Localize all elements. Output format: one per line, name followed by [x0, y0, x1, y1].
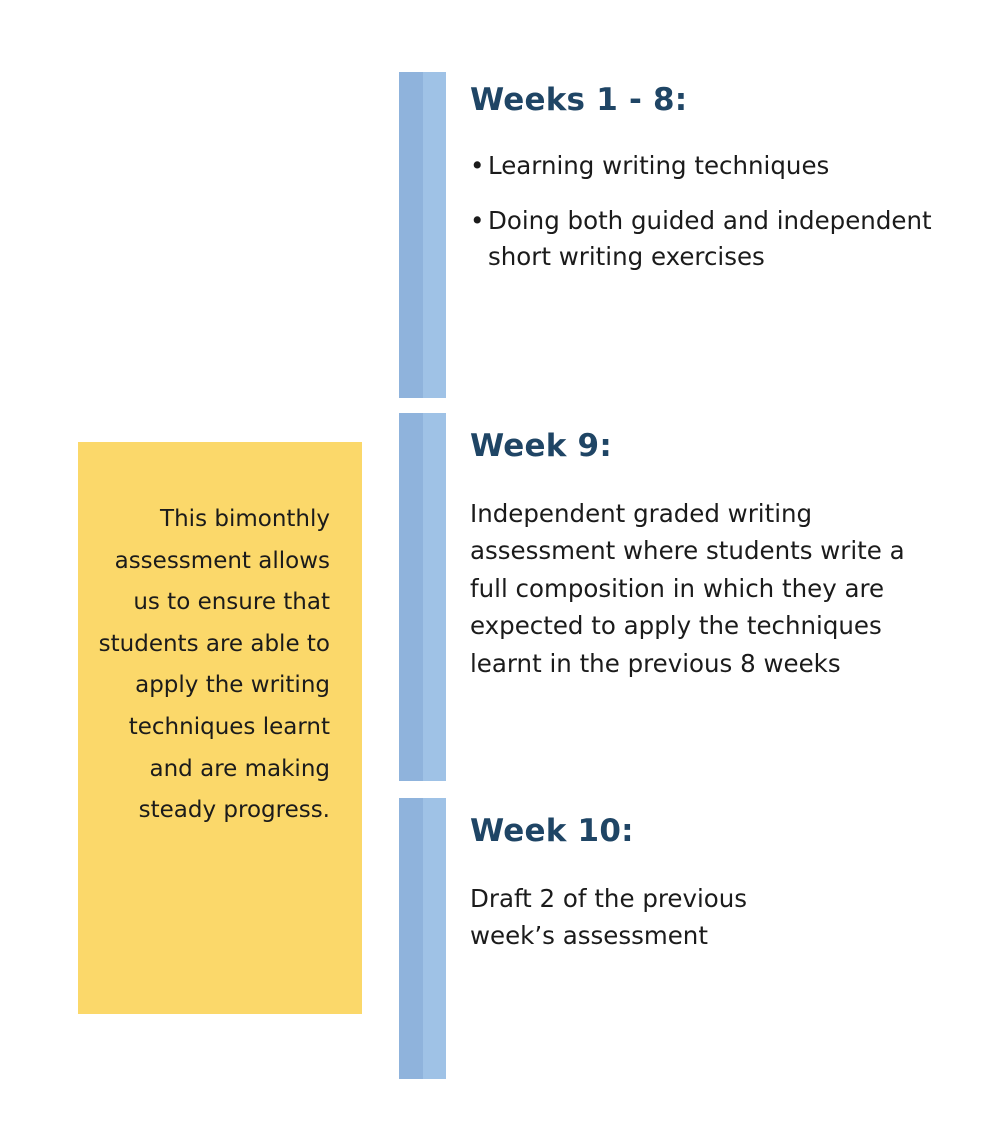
assessment-callout-box	[78, 442, 362, 1014]
bullet-text: Learning writing techniques	[488, 151, 830, 180]
week-10-description: Draft 2 of the previous week’s assessment	[470, 884, 748, 951]
timeline-bar-week-9	[399, 413, 446, 781]
timeline-bar-week-10	[399, 798, 446, 1079]
section-heading-weeks-1-8: Weeks 1 - 8:	[470, 82, 688, 118]
list-item	[470, 203, 940, 275]
timeline-bar-weeks-1-8	[399, 72, 446, 398]
bullet-icon: •	[470, 151, 485, 180]
week-9-description: Independent graded writing assessment where students write a full composition in which they are expected to apply the techniques learnt in the previous 8 weeks	[470, 499, 905, 678]
section-heading-week-9: Week 9:	[470, 428, 612, 464]
list-item	[470, 148, 940, 184]
section-heading-week-10: Week 10:	[470, 813, 634, 849]
bullet-icon: •	[470, 206, 485, 235]
bullet-text: Doing both guided and independent short writing exercises	[488, 206, 932, 271]
callout-text: This bimonthly assessment allows us to ensure that students are able to apply the writing techniques learnt and are making steady progress.	[98, 506, 330, 824]
weeks-1-8-bullet-list	[470, 148, 940, 294]
